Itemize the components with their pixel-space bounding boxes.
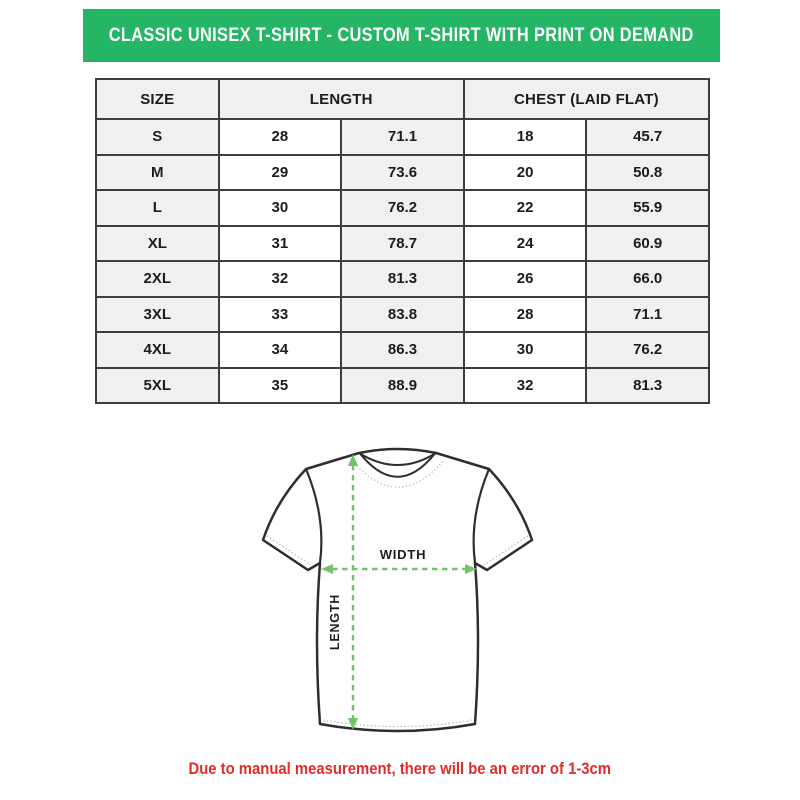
measurement-cell: 30: [464, 332, 587, 368]
measurement-cell: 71.1: [586, 297, 709, 333]
length-label: LENGTH: [328, 593, 342, 651]
measurement-cell: 35: [219, 368, 342, 404]
measurement-cell: 31: [219, 226, 342, 262]
measurement-cell: 29: [219, 155, 342, 191]
table-row: [96, 332, 709, 368]
measurement-cell: 45.7: [586, 119, 709, 155]
measurement-cell: 83.8: [341, 297, 464, 333]
measurement-cell: 26: [464, 261, 587, 297]
table-row: [96, 155, 709, 191]
size-cell: S: [96, 119, 219, 155]
measurement-cell: 73.6: [341, 155, 464, 191]
measurement-error-note: [0, 760, 800, 779]
measurement-cell: 24: [464, 226, 587, 262]
measurement-cell: 86.3: [341, 332, 464, 368]
table-row: [96, 226, 709, 262]
measurement-cell: 76.2: [341, 190, 464, 226]
table-row: [96, 190, 709, 226]
title-banner: [83, 9, 720, 62]
measurement-cell: 60.9: [586, 226, 709, 262]
table-row: [96, 368, 709, 404]
tshirt-measurement-diagram: [240, 425, 560, 755]
width-label: WIDTH: [379, 547, 427, 562]
measurement-cell: 66.0: [586, 261, 709, 297]
measurement-cell: 81.3: [586, 368, 709, 404]
size-cell: XL: [96, 226, 219, 262]
table-row: [96, 297, 709, 333]
measurement-cell: 78.7: [341, 226, 464, 262]
measurement-cell: 71.1: [341, 119, 464, 155]
size-table: [95, 78, 710, 404]
measurement-cell: 81.3: [341, 261, 464, 297]
measurement-cell: 34: [219, 332, 342, 368]
note-text: Due to manual measurement, there will be an error of 1-3cm: [188, 760, 612, 778]
measurement-cell: 28: [219, 119, 342, 155]
size-cell: 2XL: [96, 261, 219, 297]
measurement-cell: 76.2: [586, 332, 709, 368]
measurement-cell: 50.8: [586, 155, 709, 191]
size-table-body: [96, 119, 709, 403]
col-header-size: SIZE: [96, 79, 219, 119]
col-header-chest: CHEST (LAID FLAT): [464, 79, 709, 119]
measurement-cell: 55.9: [586, 190, 709, 226]
measurement-cell: 30: [219, 190, 342, 226]
measurement-cell: 32: [464, 368, 587, 404]
table-row: [96, 119, 709, 155]
measurement-cell: 22: [464, 190, 587, 226]
col-header-length: LENGTH: [219, 79, 464, 119]
page-title: CLASSIC UNISEX T-SHIRT - CUSTOM T-SHIRT WITH PRINT ON DEMAND: [109, 24, 694, 46]
size-cell: 5XL: [96, 368, 219, 404]
measurement-cell: 20: [464, 155, 587, 191]
size-cell: 3XL: [96, 297, 219, 333]
tshirt-drawing: [240, 425, 560, 755]
measurement-cell: 33: [219, 297, 342, 333]
size-cell: 4XL: [96, 332, 219, 368]
tshirt-outline: [263, 449, 532, 731]
measurement-cell: 32: [219, 261, 342, 297]
size-cell: L: [96, 190, 219, 226]
table-header-row: [96, 79, 709, 119]
size-cell: M: [96, 155, 219, 191]
measurement-cell: 88.9: [341, 368, 464, 404]
measurement-cell: 28: [464, 297, 587, 333]
table-row: [96, 261, 709, 297]
measurement-cell: 18: [464, 119, 587, 155]
